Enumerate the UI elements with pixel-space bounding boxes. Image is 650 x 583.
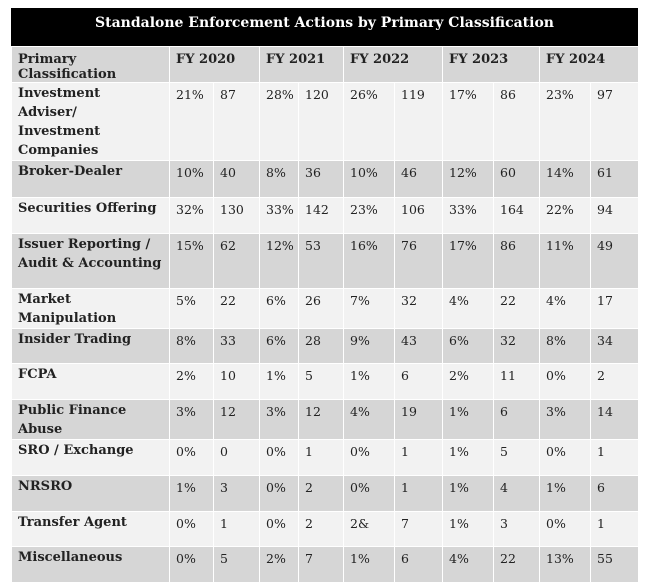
count-cell: 6 — [494, 400, 540, 440]
row-label: Market Manipulation — [12, 289, 170, 329]
count-cell: 5 — [214, 547, 260, 583]
percent-cell: 2% — [170, 364, 214, 400]
count-cell: 142 — [299, 198, 344, 234]
table-row — [12, 234, 639, 289]
header-fy2024: FY 2024 — [540, 47, 639, 83]
row-label: Miscellaneous — [12, 547, 170, 583]
count-cell: 0 — [214, 440, 260, 476]
count-cell: 36 — [299, 161, 344, 198]
table-row — [12, 512, 639, 547]
percent-cell: 4% — [443, 547, 494, 583]
row-label: NRSRO — [12, 476, 170, 512]
percent-cell: 1% — [344, 547, 395, 583]
table-row — [12, 83, 639, 161]
table-title: Standalone Enforcement Actions by Primary Classification — [11, 8, 638, 46]
count-cell: 34 — [591, 329, 639, 364]
count-cell: 97 — [591, 83, 639, 161]
percent-cell: 0% — [170, 547, 214, 583]
percent-cell: 12% — [260, 234, 299, 289]
count-cell: 12 — [214, 400, 260, 440]
count-cell: 7 — [299, 547, 344, 583]
count-cell: 1 — [395, 476, 443, 512]
percent-cell: 0% — [260, 512, 299, 547]
table-row — [12, 547, 639, 583]
percent-cell: 33% — [260, 198, 299, 234]
percent-cell: 14% — [540, 161, 591, 198]
count-cell: 94 — [591, 198, 639, 234]
count-cell: 164 — [494, 198, 540, 234]
table-row — [12, 329, 639, 364]
percent-cell: 28% — [260, 83, 299, 161]
count-cell: 17 — [591, 289, 639, 329]
count-cell: 46 — [395, 161, 443, 198]
count-cell: 120 — [299, 83, 344, 161]
count-cell: 1 — [591, 512, 639, 547]
percent-cell: 2& — [344, 512, 395, 547]
count-cell: 6 — [591, 476, 639, 512]
row-label: SRO / Exchange — [12, 440, 170, 476]
header-row — [12, 47, 639, 83]
percent-cell: 2% — [443, 364, 494, 400]
enforcement-table-container — [11, 8, 638, 583]
percent-cell: 1% — [443, 476, 494, 512]
count-cell: 5 — [494, 440, 540, 476]
percent-cell: 13% — [540, 547, 591, 583]
count-cell: 86 — [494, 234, 540, 289]
percent-cell: 23% — [344, 198, 395, 234]
percent-cell: 4% — [443, 289, 494, 329]
percent-cell: 4% — [540, 289, 591, 329]
percent-cell: 1% — [443, 400, 494, 440]
enforcement-table — [11, 46, 639, 583]
count-cell: 55 — [591, 547, 639, 583]
count-cell: 130 — [214, 198, 260, 234]
count-cell: 1 — [395, 440, 443, 476]
count-cell: 11 — [494, 364, 540, 400]
count-cell: 19 — [395, 400, 443, 440]
percent-cell: 32% — [170, 198, 214, 234]
percent-cell: 3% — [540, 400, 591, 440]
percent-cell: 0% — [170, 512, 214, 547]
percent-cell: 17% — [443, 83, 494, 161]
percent-cell: 3% — [260, 400, 299, 440]
percent-cell: 0% — [170, 440, 214, 476]
row-label: Securities Offering — [12, 198, 170, 234]
percent-cell: 1% — [443, 440, 494, 476]
percent-cell: 26% — [344, 83, 395, 161]
count-cell: 87 — [214, 83, 260, 161]
row-label: FCPA — [12, 364, 170, 400]
count-cell: 5 — [299, 364, 344, 400]
count-cell: 22 — [494, 547, 540, 583]
count-cell: 40 — [214, 161, 260, 198]
percent-cell: 2% — [260, 547, 299, 583]
row-label: Broker-Dealer — [12, 161, 170, 198]
row-label: Issuer Reporting / Audit & Accounting — [12, 234, 170, 289]
percent-cell: 0% — [260, 440, 299, 476]
count-cell: 10 — [214, 364, 260, 400]
table-body — [12, 83, 639, 583]
percent-cell: 1% — [260, 364, 299, 400]
percent-cell: 6% — [260, 329, 299, 364]
percent-cell: 16% — [344, 234, 395, 289]
count-cell: 22 — [494, 289, 540, 329]
count-cell: 76 — [395, 234, 443, 289]
count-cell: 6 — [395, 364, 443, 400]
percent-cell: 10% — [170, 161, 214, 198]
count-cell: 53 — [299, 234, 344, 289]
percent-cell: 3% — [170, 400, 214, 440]
count-cell: 61 — [591, 161, 639, 198]
percent-cell: 17% — [443, 234, 494, 289]
count-cell: 3 — [494, 512, 540, 547]
count-cell: 7 — [395, 512, 443, 547]
count-cell: 26 — [299, 289, 344, 329]
count-cell: 2 — [299, 512, 344, 547]
table-row — [12, 198, 639, 234]
percent-cell: 0% — [344, 476, 395, 512]
header-fy2021: FY 2021 — [260, 47, 344, 83]
count-cell: 106 — [395, 198, 443, 234]
count-cell: 33 — [214, 329, 260, 364]
percent-cell: 5% — [170, 289, 214, 329]
percent-cell: 10% — [344, 161, 395, 198]
table-row — [12, 289, 639, 329]
header-fy2020: FY 2020 — [170, 47, 260, 83]
percent-cell: 8% — [260, 161, 299, 198]
percent-cell: 21% — [170, 83, 214, 161]
count-cell: 1 — [299, 440, 344, 476]
percent-cell: 7% — [344, 289, 395, 329]
count-cell: 49 — [591, 234, 639, 289]
percent-cell: 6% — [260, 289, 299, 329]
count-cell: 22 — [214, 289, 260, 329]
percent-cell: 33% — [443, 198, 494, 234]
percent-cell: 6% — [443, 329, 494, 364]
table-row — [12, 476, 639, 512]
count-cell: 14 — [591, 400, 639, 440]
count-cell: 62 — [214, 234, 260, 289]
count-cell: 60 — [494, 161, 540, 198]
count-cell: 43 — [395, 329, 443, 364]
percent-cell: 12% — [443, 161, 494, 198]
row-label: Public Finance Abuse — [12, 400, 170, 440]
percent-cell: 0% — [540, 512, 591, 547]
percent-cell: 0% — [260, 476, 299, 512]
percent-cell: 0% — [540, 364, 591, 400]
table-row — [12, 400, 639, 440]
row-label: Transfer Agent — [12, 512, 170, 547]
count-cell: 4 — [494, 476, 540, 512]
count-cell: 3 — [214, 476, 260, 512]
count-cell: 1 — [591, 440, 639, 476]
row-label: Investment Adviser/ Investment Companies — [12, 83, 170, 161]
count-cell: 32 — [395, 289, 443, 329]
percent-cell: 1% — [540, 476, 591, 512]
count-cell: 2 — [591, 364, 639, 400]
percent-cell: 0% — [344, 440, 395, 476]
percent-cell: 9% — [344, 329, 395, 364]
header-fy2023: FY 2023 — [443, 47, 540, 83]
percent-cell: 22% — [540, 198, 591, 234]
table-row — [12, 161, 639, 198]
count-cell: 119 — [395, 83, 443, 161]
count-cell: 32 — [494, 329, 540, 364]
percent-cell: 11% — [540, 234, 591, 289]
header-fy2022: FY 2022 — [344, 47, 443, 83]
header-classification: Primary Classification — [12, 47, 170, 83]
percent-cell: 0% — [540, 440, 591, 476]
count-cell: 2 — [299, 476, 344, 512]
percent-cell: 8% — [540, 329, 591, 364]
count-cell: 86 — [494, 83, 540, 161]
percent-cell: 1% — [344, 364, 395, 400]
percent-cell: 15% — [170, 234, 214, 289]
percent-cell: 8% — [170, 329, 214, 364]
table-row — [12, 440, 639, 476]
row-label: Insider Trading — [12, 329, 170, 364]
percent-cell: 23% — [540, 83, 591, 161]
count-cell: 28 — [299, 329, 344, 364]
count-cell: 6 — [395, 547, 443, 583]
count-cell: 1 — [214, 512, 260, 547]
table-row — [12, 364, 639, 400]
percent-cell: 1% — [170, 476, 214, 512]
count-cell: 12 — [299, 400, 344, 440]
percent-cell: 4% — [344, 400, 395, 440]
percent-cell: 1% — [443, 512, 494, 547]
